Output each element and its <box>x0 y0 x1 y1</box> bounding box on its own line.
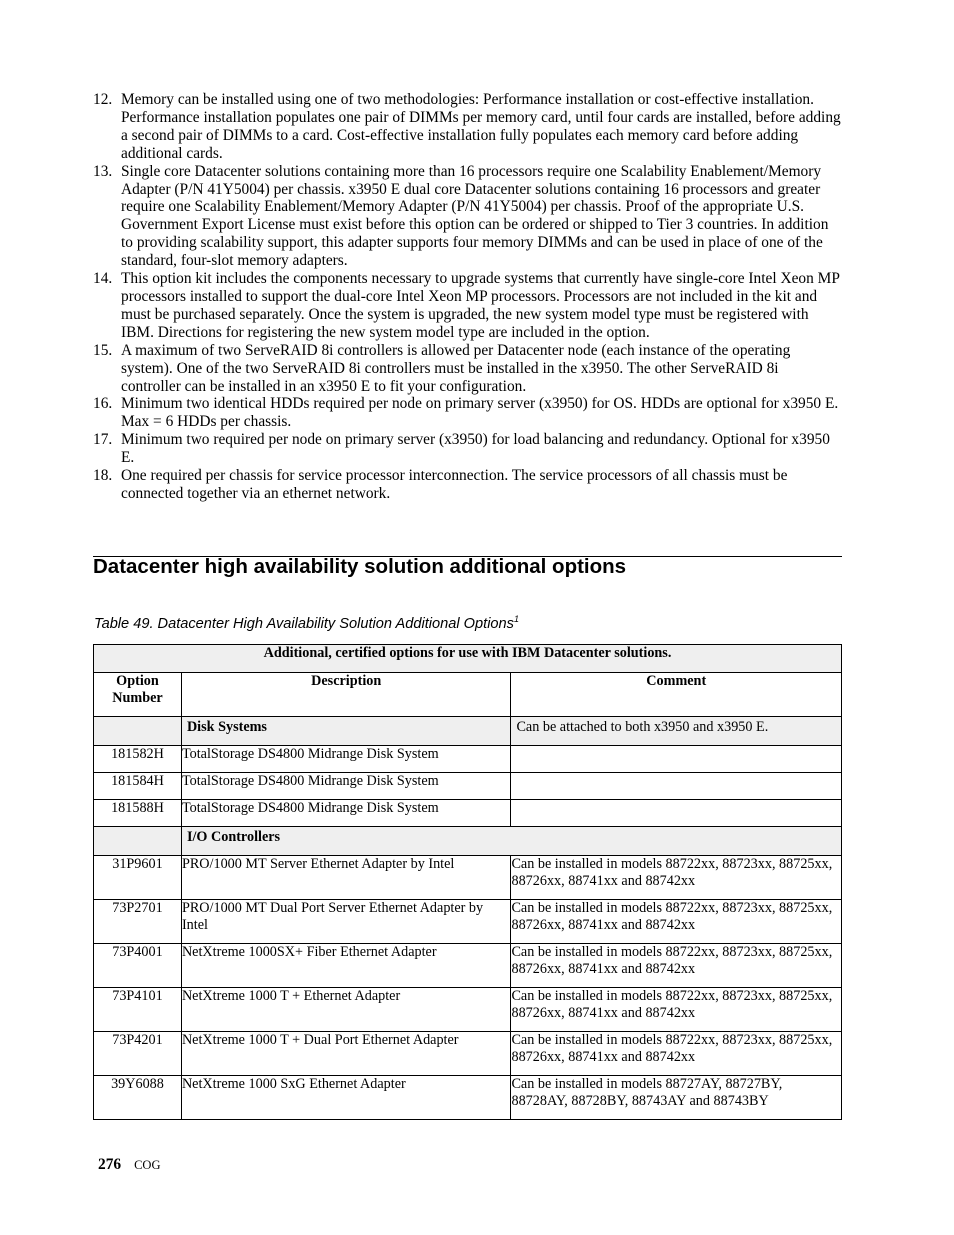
footnote-item <box>93 270 841 342</box>
footnote-text: Minimum two identical HDDs required per node on primary server (x3950) for OS. HDDs are optional for x3950 E. Max = 6 HDDs per chassis. <box>121 395 839 431</box>
table-row <box>94 800 842 827</box>
footnote-number: 17. <box>93 431 113 449</box>
table-row <box>94 1032 842 1076</box>
comment-cell: Can be installed in models 88727AY, 88727BY, 88728AY, 88728BY, 88743AY and 88743BY <box>511 1076 842 1120</box>
table-banner: Additional, certified options for use with IBM Datacenter solutions. <box>94 645 842 673</box>
footnote-item <box>93 91 841 163</box>
page-footer <box>98 1156 161 1174</box>
footnote-text: One required per chassis for service processor interconnection. The service processors of all chassis must be connected together via an ethernet network. <box>121 467 788 502</box>
option-number-cell: 73P4101 <box>94 988 182 1032</box>
footnote-number: 14. <box>93 270 113 288</box>
category-label: I/O Controllers <box>181 827 841 856</box>
footnote-item <box>93 342 841 396</box>
category-empty-cell <box>94 827 182 856</box>
footnote-text: This option kit includes the components necessary to upgrade systems that currently have single-core Intel Xeon MP processors installed to support the dual-core Intel Xeon MP processors. Processors are not included in the kit and must be purchased separately. Once the system is upgraded, the new system model type must be registered with IBM. Directions for registering the new system model type are included in the option. <box>121 270 840 341</box>
options-table <box>93 644 842 1120</box>
footnote-list <box>93 91 841 503</box>
description-cell: PRO/1000 MT Server Ethernet Adapter by Intel <box>181 856 511 900</box>
option-number-cell: 181588H <box>94 800 182 827</box>
footnote-number: 12. <box>93 91 113 108</box>
comment-cell <box>511 746 842 773</box>
description-cell: TotalStorage DS4800 Midrange Disk System <box>181 773 511 800</box>
comment-cell <box>511 800 842 827</box>
comment-cell: Can be installed in models 88722xx, 88723xx, 88725xx, 88726xx, 88741xx and 88742xx <box>511 900 842 944</box>
table-row <box>94 773 842 800</box>
option-number-cell: 73P4201 <box>94 1032 182 1076</box>
footnote-text: Memory can be installed using one of two methodologies: Performance installation or cost-effective installation. Performance installation populates one pair of DIMMs per memory card, until four cards are installed, before adding a second pair of DIMMs to a card. Cost-effective installation fully populates each memory card before adding additional cards. <box>121 91 841 162</box>
table-caption <box>94 614 519 634</box>
description-cell: NetXtreme 1000SX+ Fiber Ethernet Adapter <box>181 944 511 988</box>
footnote-number: 18. <box>93 467 113 485</box>
option-number-cell: 39Y6088 <box>94 1076 182 1120</box>
table-row <box>94 856 842 900</box>
document-label: COG <box>134 1158 161 1172</box>
comment-cell: Can be installed in models 88722xx, 88723xx, 88725xx, 88726xx, 88741xx and 88742xx <box>511 988 842 1032</box>
table-row <box>94 746 842 773</box>
option-number-cell: 181582H <box>94 746 182 773</box>
description-cell: NetXtreme 1000 SxG Ethernet Adapter <box>181 1076 511 1120</box>
comment-cell: Can be installed in models 88722xx, 88723xx, 88725xx, 88726xx, 88741xx and 88742xx <box>511 856 842 900</box>
column-header-description: Description <box>181 673 511 717</box>
footnote-text: A maximum of two ServeRAID 8i controllers is allowed per Datacenter node (each instance of the operating system). One of the two ServeRAID 8i controllers must be installed in the x3950. The other ServeRAID 8i controller can be installed in an x3950 E to fit your configuration. <box>121 341 791 395</box>
footnote-item <box>93 431 841 467</box>
category-row-disk-systems <box>94 717 842 746</box>
column-header-option: Option Number <box>94 673 182 717</box>
table-caption-text: Table 49. Datacenter High Availability Solution Additional Options <box>94 616 514 632</box>
table-row <box>94 900 842 944</box>
footnote-number: 16. <box>93 395 113 413</box>
description-cell: NetXtreme 1000 T + Dual Port Ethernet Adapter <box>181 1032 511 1076</box>
section-heading: Datacenter high availability solution additional options <box>93 555 627 578</box>
description-cell: TotalStorage DS4800 Midrange Disk System <box>181 800 511 827</box>
footnote-item <box>93 163 841 270</box>
category-comment: Can be attached to both x3950 and x3950 E. <box>511 717 842 746</box>
description-cell: TotalStorage DS4800 Midrange Disk System <box>181 746 511 773</box>
page-number: 276 <box>98 1156 122 1173</box>
footnote-text: Single core Datacenter solutions containing more than 16 processors require one Scalability Enablement/Memory Adapter (P/N 41Y5004) per chassis. x3950 E dual core Datacenter solutions containing 16 processors and greater require one Scalability Enablement/Memory Adapter (P/N 41Y5004) per chassis. Proof of the appropriate U.S. Government Export License must exist before this option can be ordered or shipped to Tier 3 countries. In addition to providing scalability support, this adapter supports four memory DIMMs and can be used in place of one of the standard, four-slot memory adapters. <box>121 162 829 270</box>
table-row <box>94 944 842 988</box>
footnote-number: 13. <box>93 162 113 180</box>
table-row <box>94 988 842 1032</box>
category-empty-cell <box>94 717 182 746</box>
option-number-cell: 31P9601 <box>94 856 182 900</box>
table-header-row <box>94 673 842 717</box>
category-row-io-controllers <box>94 827 842 856</box>
comment-cell: Can be installed in models 88722xx, 88723xx, 88725xx, 88726xx, 88741xx and 88742xx <box>511 944 842 988</box>
option-number-cell: 73P2701 <box>94 900 182 944</box>
description-cell: PRO/1000 MT Dual Port Server Ethernet Adapter by Intel <box>181 900 511 944</box>
description-cell: NetXtreme 1000 T + Ethernet Adapter <box>181 988 511 1032</box>
table-caption-footnote-ref: 1 <box>513 614 519 624</box>
option-number-cell: 73P4001 <box>94 944 182 988</box>
column-header-comment: Comment <box>511 673 842 717</box>
comment-cell: Can be installed in models 88722xx, 88723xx, 88725xx, 88726xx, 88741xx and 88742xx <box>511 1032 842 1076</box>
footnote-text: Minimum two required per node on primary server (x3950) for load balancing and redundancy. Optional for x3950 E. <box>121 431 830 467</box>
footnote-number: 15. <box>93 341 113 359</box>
footnote-item <box>93 395 841 431</box>
comment-cell <box>511 773 842 800</box>
category-label: Disk Systems <box>181 717 511 746</box>
table-row <box>94 1076 842 1120</box>
table-banner-row <box>94 645 842 673</box>
footnote-item <box>93 467 841 503</box>
option-number-cell: 181584H <box>94 773 182 800</box>
